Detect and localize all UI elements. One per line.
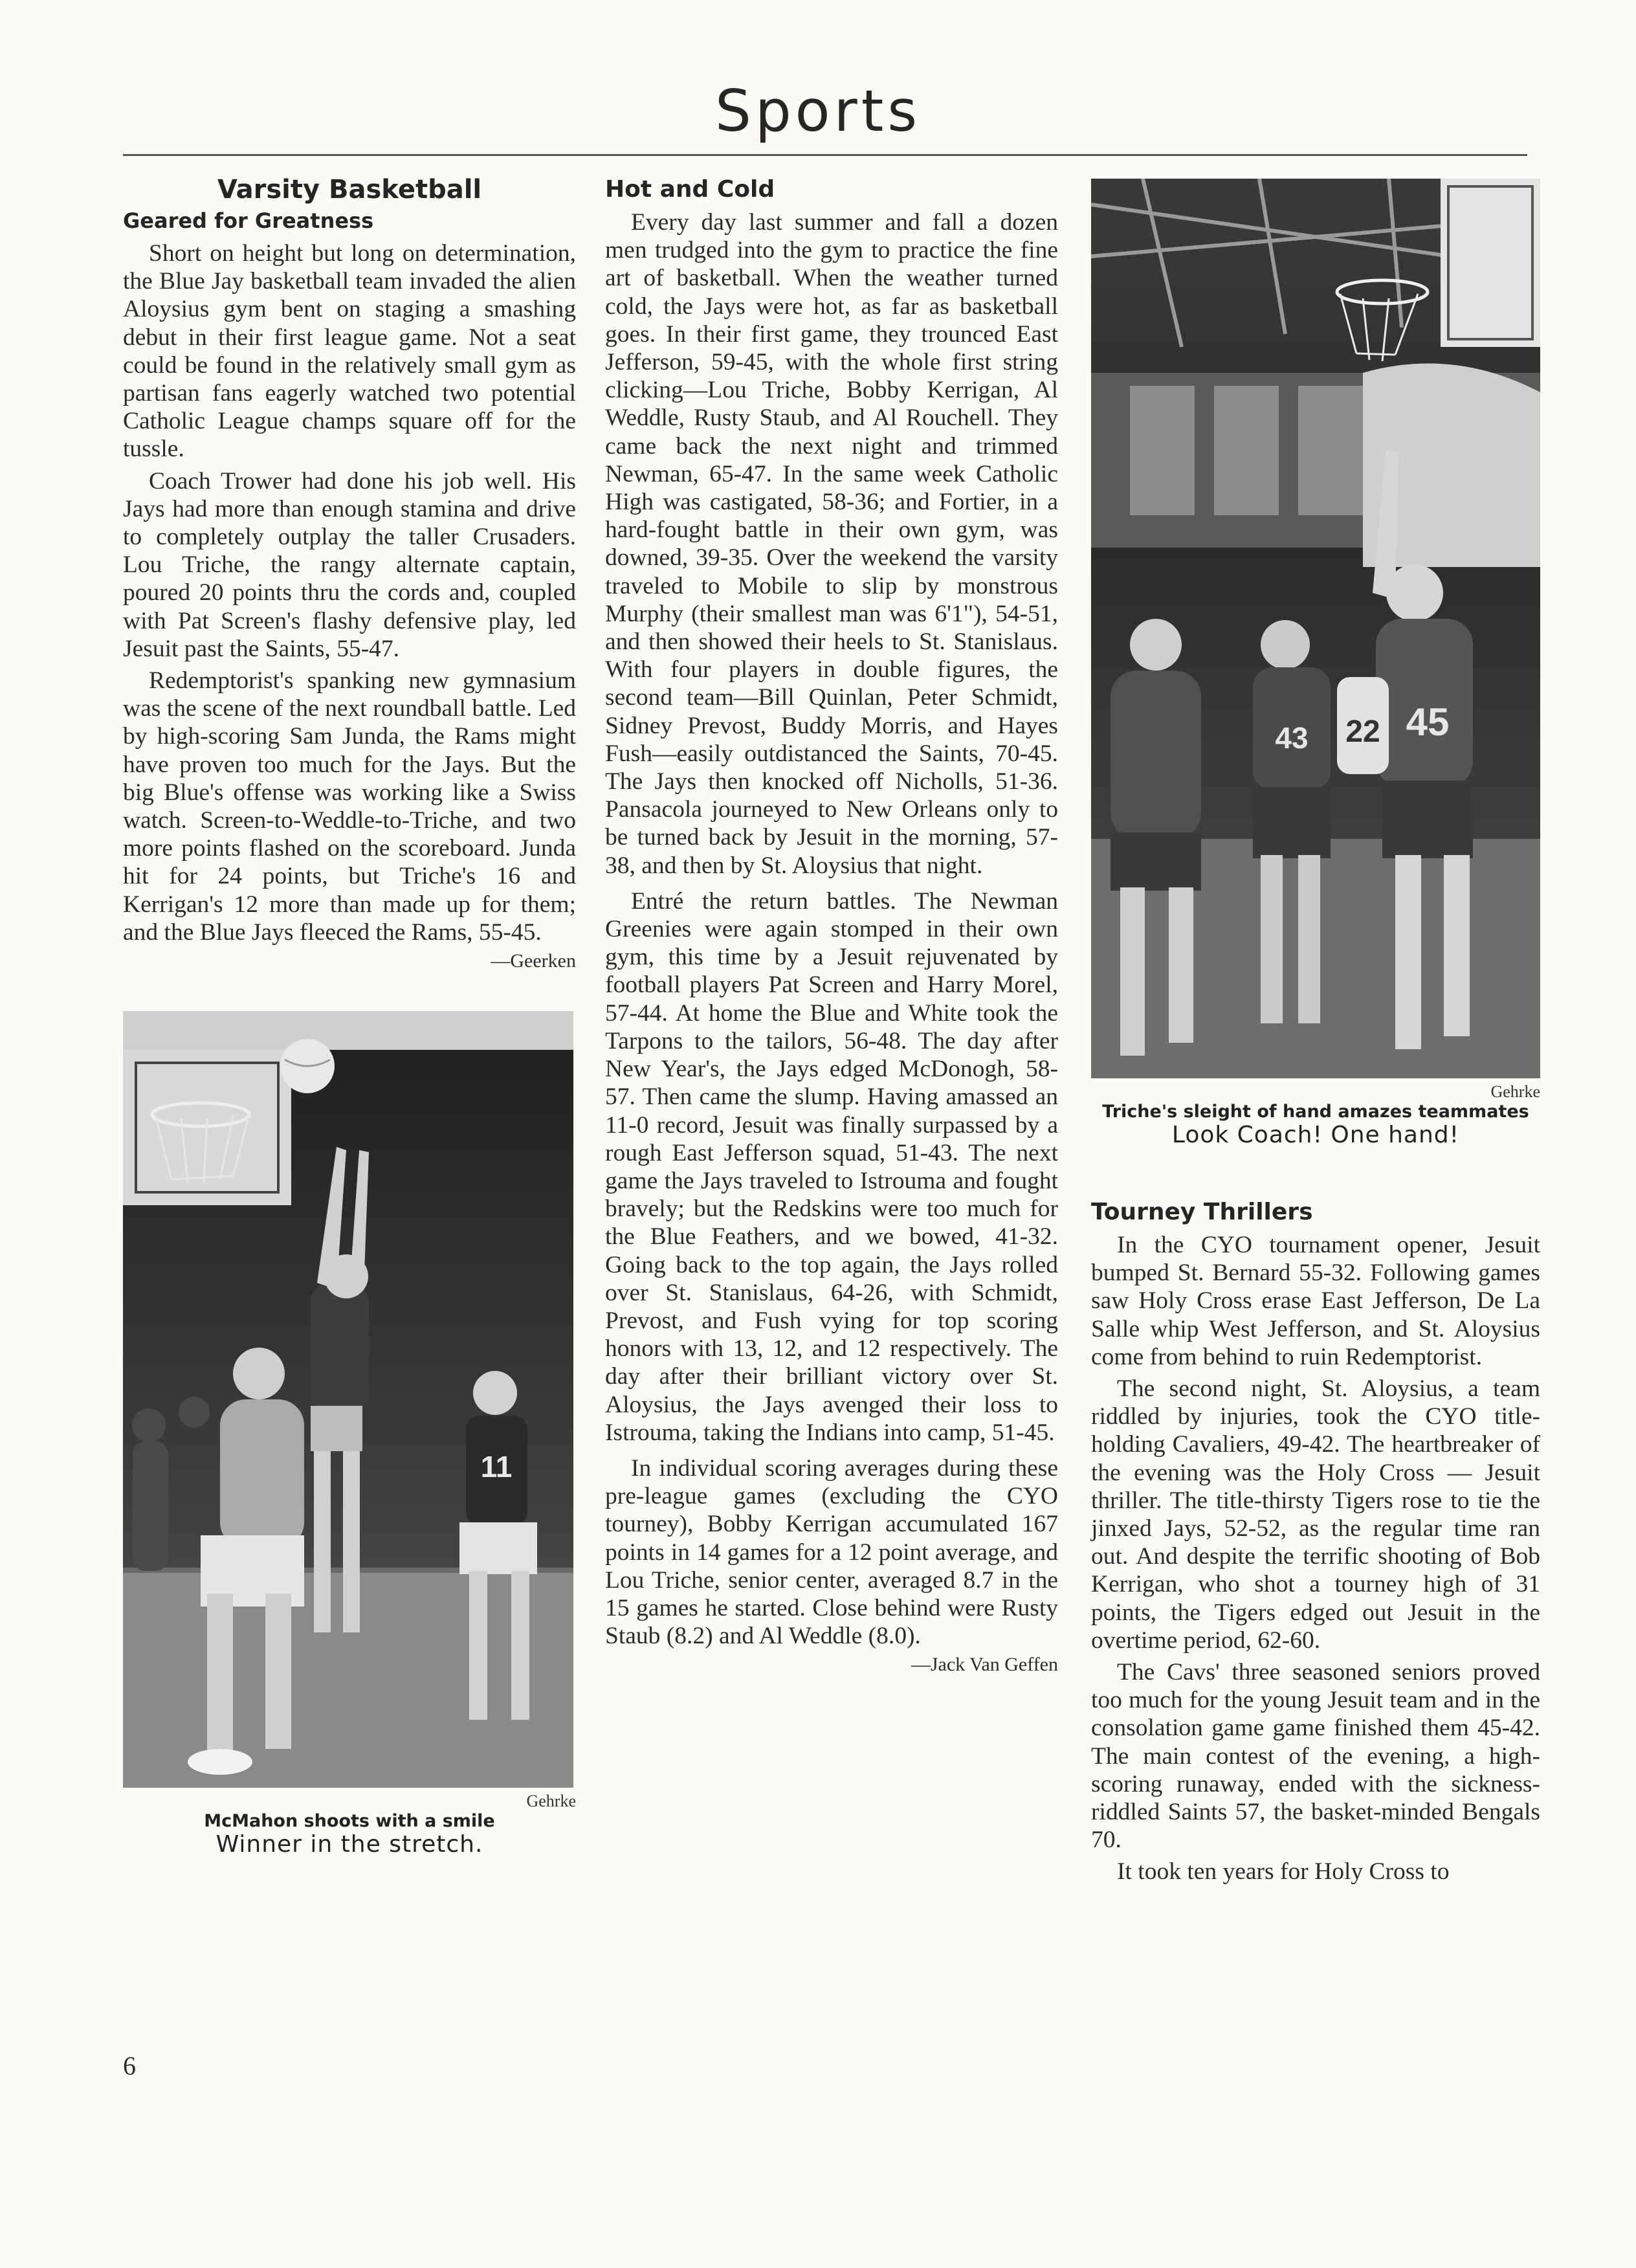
paragraph: In the CYO tournament opener, Jesuit bumped St. Bernard 55-32. Following games saw Holy Cross erase East Jefferson, De La Salle whip West Jefferson, and St. Aloysius come from behind to ruin Redemptorist. <box>1091 1232 1540 1370</box>
column-varsity-basketball <box>123 175 576 1858</box>
page-number: 6 <box>123 2051 136 2080</box>
basketball-photo <box>123 1011 573 1788</box>
jersey-number-45: 45 <box>1406 700 1450 744</box>
heading-rule <box>123 154 1527 156</box>
photo-credit: Gehrke <box>1490 1082 1540 1101</box>
player-number-22 <box>1337 677 1389 774</box>
paragraph: Redemptorist's spanking new gymnasium was the scene of the next roundball battle. Led by high-scoring Sam Junda, the Rams might have proven too much for the Jays. But the big Blue's offense was working like a Swiss watch. Screen-to-Weddle-to-Triche, and two more points flashed on the scoreboard. Junda hit for 24 points, but Triche's 16 and Kerrigan's 12 more than made up for them; and the Blue Jays fleeced the Rams, 55-45. <box>123 667 576 946</box>
photo-triche-one-hand <box>1091 179 1540 1078</box>
photo-caption: Winner in the stretch. <box>216 1831 483 1858</box>
photo-credit: Gehrke <box>526 1792 576 1811</box>
jersey-number-11: 11 <box>480 1450 513 1484</box>
page-heading: Sports <box>714 78 922 144</box>
section-title-varsity: Varsity Basketball <box>217 175 482 205</box>
column-hot-and-cold <box>605 175 1058 1676</box>
byline: —Geerken <box>491 950 576 972</box>
photo-caption-title: McMahon shoots with a smile <box>204 1811 495 1832</box>
column-tourney <box>1091 175 1540 1890</box>
paragraph: The Cavs' three seasoned seniors proved too much for the young Jesuit team and in the consolation game game finished them 45-42. The main contest of the evening, a high-scoring runaway, ended with the sickness-riddled Saints 57, the basket-minded Bengals 70. <box>1091 1659 1540 1854</box>
paragraph: In individual scoring averages during these pre-league games (excluding the CYO tourney), Bobby Kerrigan accumulated 167 points in 14 games for a 12 point average, and Lou Triche, senior center, averaged 8.7 in the 15 games he started. Close behind were Rusty Staub (8.2) and Al Weddle (8.0). <box>605 1454 1058 1650</box>
paragraph: It took ten years for Holy Cross to <box>1117 1858 1450 1885</box>
photo-caption-title: Triche's sleight of hand amazes teammates <box>1102 1102 1529 1122</box>
paragraph: Short on height but long on determination, the Blue Jay basketball team invaded the alien Aloysius gym bent on staging a smashing debut in their first league game. Not a seat could be found in the relatively small gym as partisan fans eagerly watched two potential Catholic League champs square off for the tussle. <box>123 240 576 463</box>
paragraph: Entré the return battles. The Newman Greenies were again stomped in their own gym, this time by a Jesuit rejuvenated by football players Pat Screen and Harry Morel, 57-44. At home the Blue and White took the Tarpons to the tailors, 56-48. The day after New Year's, the Jays edged McDonogh, 58-57. Then came the slump. Having amassed an 11-0 record, Jesuit was finally surpassed by a rough East Jefferson squad, 51-43. The next game the Jays traveled to Istrouma and fought bravely; but the Redskins were too much for the Blue Feathers, and we bowed, 41-32. Going back to the top again, the Jays rolled over St. Stanislaus, 64-26, with Schmidt, Prevost, and Fush vying for top scoring honors with 13, 12, and 12 respectively. The day after their brilliant victory over St. Aloysius, the Jays avenged their loss to Istrouma, taking the Indians into camp, 51-45. <box>605 887 1058 1446</box>
basketball-photo-2 <box>1091 179 1540 1078</box>
paragraph: Coach Trower had done his job well. His Jays had more than enough stamina and drive to completely outplay the taller Crusaders. Lou Triche, the rangy alternate captain, poured 20 points thru the cords and, coupled with Pat Screen's flashy defensive play, led Jesuit past the Saints, 55-47. <box>123 467 576 662</box>
paragraph: The second night, St. Aloysius, a team riddled by injuries, took the CYO title-holding Cavaliers, 49-42. The heartbreaker of the evening was the Holy Cross — Jesuit thriller. The title-thirsty Tigers rose to tie the jinxed Jays, 52-52, as the regular time ran out. And despite the terrific shooting of Bob Kerrigan, who shot a tourney high of 31 points, the Tigers edged out Jesuit in the overtime period, 62-60. <box>1091 1375 1540 1654</box>
section-title-hot-and-cold: Hot and Cold <box>605 176 775 203</box>
jersey-number-22: 22 <box>1345 715 1380 749</box>
photo-mcmahon-shooting <box>123 1011 573 1788</box>
section-title-tourney: Tourney Thrillers <box>1091 1199 1313 1225</box>
photo-caption: Look Coach! One hand! <box>1171 1122 1460 1148</box>
byline: —Jack Van Geffen <box>911 1654 1058 1676</box>
jersey-number-43: 43 <box>1275 721 1309 755</box>
section-subtitle: Geared for Greatness <box>123 208 374 233</box>
paragraph: Every day last summer and fall a dozen men trudged into the gym to practice the fine art of basketball. When the weather turned cold, the Jays were hot, as far as basketball goes. In their first game, they trounced East Jefferson, 59-45, with the whole first string clicking—Lou Triche, Bobby Kerrigan, Al Weddle, Rusty Staub, and Al Rouchell. They came back the next night and trimmed Newman, 65-47. In the same week Catholic High was castigated, 58-36; and Fortier, in a hard-fought battle in their own gym, was downed, 39-35. Over the weekend the varsity traveled to Mobile to slip by monstrous Murphy (their smallest man was 6'1"), 54-51, and then showed their heels to St. Stanislaus. With four players in double figures, the second team—Bill Quinlan, Peter Schmidt, Sidney Prevost, Buddy Morris, and Hayes Fush—easily outdistanced the Saints, 70-45. The Jays then knocked off Nicholls, 51-36. Pansacola journeyed to New Orleans only to be turned back by Jesuit in the morning, 57-38, and then by St. Aloysius that night. <box>605 209 1058 879</box>
